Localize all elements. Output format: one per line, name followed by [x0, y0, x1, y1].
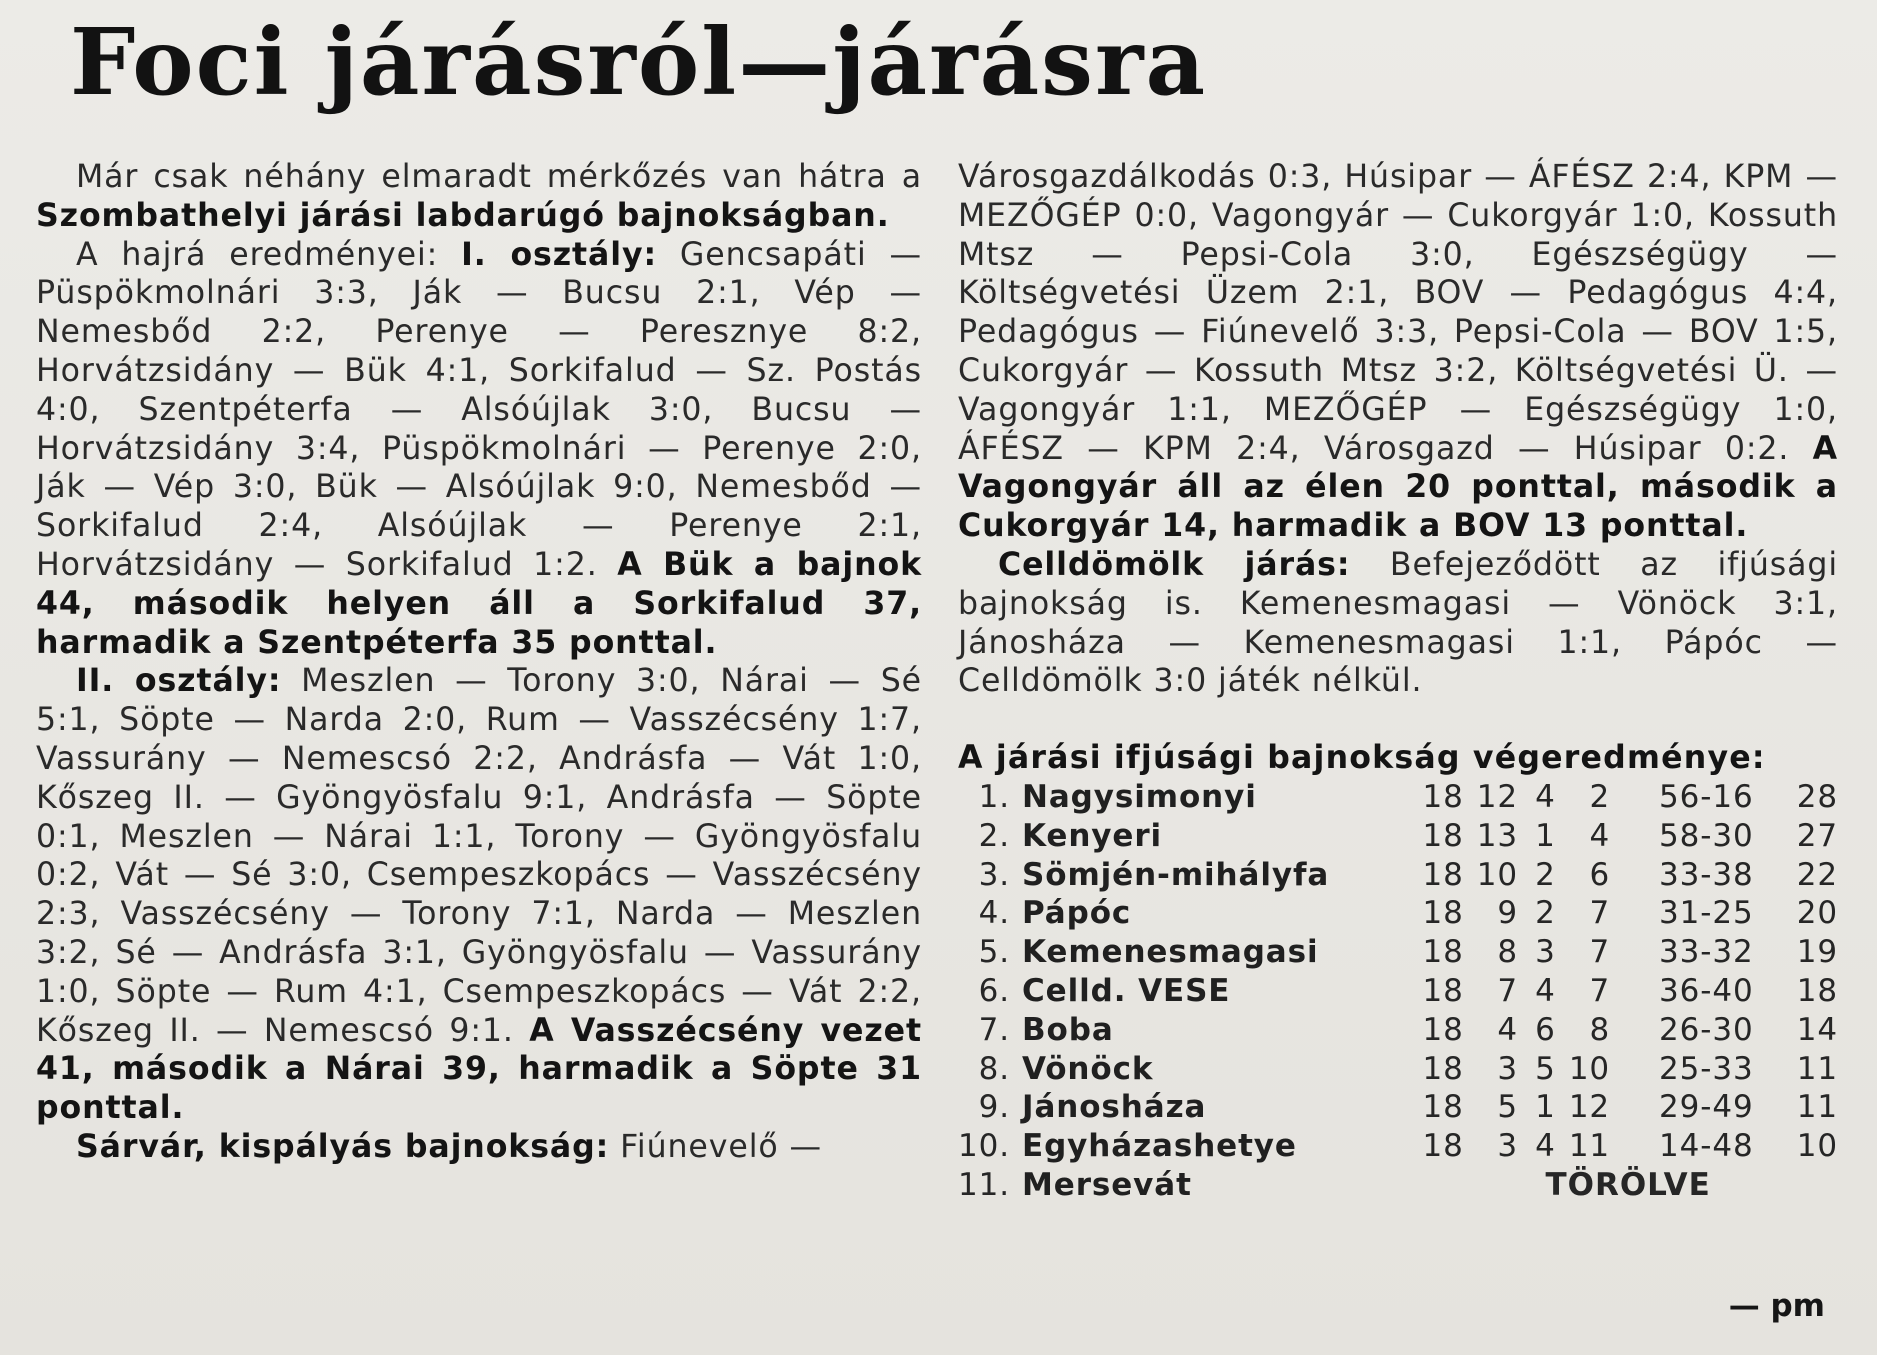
standings-cell-rank: 10.	[958, 1128, 1011, 1165]
celldomolk-results: Befejeződött az ifjúsági bajnokság is. Kemenesmagasi — Vönöck 3:1, Jánosháza — Kemenesmagasi 1:1, Pápóc — Celldömölk 3:0 játék nélkül.	[958, 546, 1838, 700]
table-row	[958, 1050, 1838, 1089]
standings-cell-w: 12	[1476, 778, 1519, 815]
standings-cell-rank: 4.	[978, 895, 1011, 932]
standings-cell-goals: 26-30	[1659, 1011, 1754, 1048]
standings-cell-p: 18	[1422, 934, 1464, 971]
table-row	[958, 856, 1838, 895]
standings-cell-w: 8	[1497, 934, 1519, 971]
standings-cell-goals: 33-32	[1659, 934, 1754, 971]
standings-cell-w: 4	[1497, 1011, 1519, 1048]
standings-cell-p: 18	[1422, 895, 1464, 932]
standings-cell-d: 4	[1535, 1128, 1556, 1165]
standings-cell-p: 18	[1422, 1089, 1464, 1126]
standings-cell-team: Mersevát	[1022, 1166, 1192, 1203]
standings-cell-pts: 22	[1796, 856, 1838, 893]
sarvar-summary: A Vagongyár áll az élen 20 ponttal, második a Cukorgyár 14, harmadik a BOV 13 ponttal.	[958, 430, 1838, 545]
first-division-summary: A Bük a bajnok 44, második helyen áll a Sorkifalud 37, harmadik a Szentpéterfa 35 ponttal.	[36, 546, 922, 661]
second-division-summary: A Vasszécsény vezet 41, második a Nárai 39, harmadik a Söpte 31 ponttal.	[36, 1012, 922, 1127]
standings-cell-goals: 31-25	[1659, 895, 1754, 932]
standings-cell-team: Celld. VESE	[1022, 972, 1231, 1009]
standings-cell-d: 6	[1535, 1011, 1556, 1048]
standings-cell-rank: 5.	[978, 934, 1011, 971]
standings-cell-goals: 58-30	[1659, 817, 1754, 854]
first-division-paragraph	[36, 236, 922, 663]
standings-table	[958, 778, 1838, 1205]
author-signature: — pm	[1728, 1288, 1825, 1324]
standings-cell-team: Kenyeri	[1022, 817, 1163, 854]
table-row-deleted	[958, 1166, 1838, 1205]
intro-paragraph	[36, 158, 922, 236]
standings-title: A járási ifjúsági bajnokság végeredménye:	[958, 740, 1766, 777]
intro-text: Már csak néhány elmaradt mérkőzés van hátra a	[76, 159, 922, 195]
standings-cell-rank: 9.	[978, 1089, 1011, 1126]
standings-cell-p: 18	[1422, 817, 1464, 854]
table-row	[958, 972, 1838, 1011]
standings-cell-d: 1	[1535, 817, 1556, 854]
standings-cell-rank: 3.	[978, 856, 1011, 893]
standings-body	[958, 778, 1838, 1205]
standings-cell-p: 18	[1422, 1050, 1464, 1087]
standings-cell-d: 4	[1535, 778, 1556, 815]
standings-cell-d: 2	[1535, 856, 1556, 893]
sarvar-continued	[958, 158, 1838, 546]
standings-cell-l: 7	[1589, 895, 1611, 932]
standings-cell-d: 4	[1535, 972, 1556, 1009]
standings-cell-team: Egyházashetye	[1022, 1128, 1297, 1165]
standings-cell-team: Vönöck	[1022, 1050, 1154, 1087]
first-division-lead: A hajrá eredményei:	[76, 236, 462, 273]
second-division-results: Meszlen — Torony 3:0, Nárai — Sé 5:1, Söpte — Narda 2:0, Rum — Vasszécsény 1:7, Vassurány — Nemescsó 2:2, Andrásfa — Vát 1:0, Kőszeg II. — Gyöngyösfalu 9:1, Andrásfa — Söpte 0:1, Meszlen — Nárai 1:1, Torony — Gyöngyösfalu 0:2, Vát — Sé 3:0, Csempeszkopács — Vasszécsény 2:3, Vasszécsény — Torony 7:1, Narda — Meszlen 3:2, Sé — Andrásfa 3:1, Gyöngyösfalu — Vassurány 1:0, Söpte — Rum 4:1, Csempeszkopács — Vát 2:2, Kőszeg II. — Nemescsó 9:1.	[36, 663, 922, 1049]
standings-cell-goals: 25-33	[1659, 1050, 1754, 1087]
standings-cell-d: 1	[1535, 1089, 1556, 1126]
standings-cell-l: 12	[1568, 1089, 1611, 1126]
standings-cell-goals: 33-38	[1659, 856, 1754, 893]
sarvar-results: Városgazdálkodás 0:3, Húsipar — ÁFÉSZ 2:4, KPM — MEZŐGÉP 0:0, Vagongyár — Cukorgyár 1:0, Kossuth Mtsz — Pepsi-Cola 3:0, Egészségügy — Költségvetési Üzem 2:1, BOV — Pedagógus 4:4, Pedagógus — Fiúnevelő 3:3, Pepsi-Cola — BOV 1:5, Cukorgyár — Kossuth Mtsz 3:2, Költségvetési Ü. — Vagongyár 1:1, MEZŐGÉP — Egészségügy 1:0, ÁFÉSZ — KPM 2:4, Városgazd — Húsipar 0:2.	[958, 159, 1838, 467]
standings-cell-pts: 14	[1796, 1011, 1838, 1048]
standings-cell-p: 18	[1422, 1128, 1464, 1165]
first-division-results: Gencsapáti — Püspökmolnári 3:3, Ják — Bucsu 2:1, Vép — Nemesbőd 2:2, Perenye — Peresznye 8:2, Horvátzsidány — Bük 4:1, Sorkifalud — Sz. Postás 4:0, Szentpéterfa — Alsóújlak 3:0, Bucsu — Horvátzsidány 3:4, Püspökmolnári — Perenye 2:0, Ják — Vép 3:0, Bük — Alsóújlak 9:0, Nemesbőd — Sorkifalud 2:4, Alsóújlak — Perenye 2:1, Horvátzsidány — Sorkifalud 1:2.	[36, 236, 922, 583]
standings-cell-team: Boba	[1022, 1011, 1114, 1048]
second-division-label: II. osztály:	[76, 663, 282, 700]
first-division-label: I. osztály:	[461, 236, 658, 273]
intro-bold: Szombathelyi járási labdarúgó bajnokságban.	[36, 197, 890, 234]
standings-cell-l: 2	[1589, 778, 1611, 815]
standings-cell-rank: 7.	[978, 1011, 1011, 1048]
standings-cell-l: 10	[1568, 1050, 1611, 1087]
standings-cell-l: 7	[1589, 934, 1611, 971]
sarvar-label: Sárvár, kispályás bajnokság:	[76, 1128, 610, 1165]
celldomolk-label: Celldömölk járás:	[998, 546, 1351, 583]
standings-cell-w: 9	[1497, 895, 1519, 932]
standings-cell-d: 5	[1535, 1050, 1556, 1087]
standings-cell-w: 3	[1497, 1128, 1519, 1165]
standings-cell-rank: 11.	[958, 1166, 1011, 1203]
standings-cell-w: 7	[1497, 972, 1519, 1009]
standings-cell-p: 18	[1422, 778, 1464, 815]
standings-cell-pts: 28	[1796, 778, 1838, 815]
article-title: Foci járásról—járásra	[70, 8, 1208, 116]
standings-cell-rank: 8.	[978, 1050, 1011, 1087]
standings-cell-p: 18	[1422, 856, 1464, 893]
standings-cell-l: 8	[1589, 1011, 1611, 1048]
standings-cell-team: Jánosháza	[1022, 1089, 1207, 1126]
standings-cell-w: 10	[1476, 856, 1519, 893]
standings-cell-l: 7	[1589, 972, 1611, 1009]
standings-cell-d: 3	[1535, 934, 1556, 971]
celldomolk-paragraph	[958, 546, 1838, 701]
standings-cell-pts: 19	[1796, 934, 1838, 971]
standings-cell-l: 4	[1589, 817, 1611, 854]
table-row	[958, 778, 1838, 817]
standings-cell-goals: 56-16	[1659, 778, 1754, 815]
standings-cell-team: Sömjén-mihályfa	[1022, 856, 1330, 893]
standings-cell-goals: 29-49	[1659, 1089, 1754, 1126]
standings-cell-rank: 1.	[978, 778, 1011, 815]
standings-cell-pts: 18	[1796, 972, 1838, 1009]
standings-cell-pts: 10	[1796, 1128, 1838, 1165]
standings-cell-pts: 27	[1796, 817, 1838, 854]
standings-cell-l: 6	[1589, 856, 1611, 893]
standings-cell-pts: 11	[1796, 1089, 1838, 1126]
standings-cell-w: 5	[1497, 1089, 1519, 1126]
standings-cell-pts: 20	[1796, 895, 1838, 932]
standings-cell-p: 18	[1422, 1011, 1464, 1048]
standings-cell-goals: 14-48	[1659, 1128, 1754, 1165]
table-row	[958, 817, 1838, 856]
table-row	[958, 1011, 1838, 1050]
table-row	[958, 1088, 1838, 1127]
standings-cell-team: Pápóc	[1022, 895, 1132, 932]
standings-cell-rank: 2.	[978, 817, 1011, 854]
standings-cell-rank: 6.	[978, 972, 1011, 1009]
deleted-status: TÖRÖLVE	[1545, 1166, 1711, 1203]
second-division-paragraph	[36, 662, 922, 1128]
table-row	[958, 1127, 1838, 1166]
table-row	[958, 894, 1838, 933]
right-column	[958, 158, 1838, 1205]
standings-cell-p: 18	[1422, 972, 1464, 1009]
standings-cell-goals: 36-40	[1659, 972, 1754, 1009]
standings-cell-w: 13	[1476, 817, 1519, 854]
left-column	[36, 158, 922, 1167]
standings-cell-w: 3	[1497, 1050, 1519, 1087]
sarvar-paragraph	[36, 1128, 922, 1167]
standings-cell-pts: 11	[1796, 1050, 1838, 1087]
sarvar-results-start: Fiúnevelő —	[609, 1128, 823, 1165]
standings-cell-d: 2	[1535, 895, 1556, 932]
standings-cell-team: Nagysimonyi	[1022, 778, 1257, 815]
table-row	[958, 933, 1838, 972]
standings-cell-l: 11	[1568, 1128, 1611, 1165]
standings-cell-team: Kemenesmagasi	[1022, 934, 1319, 971]
